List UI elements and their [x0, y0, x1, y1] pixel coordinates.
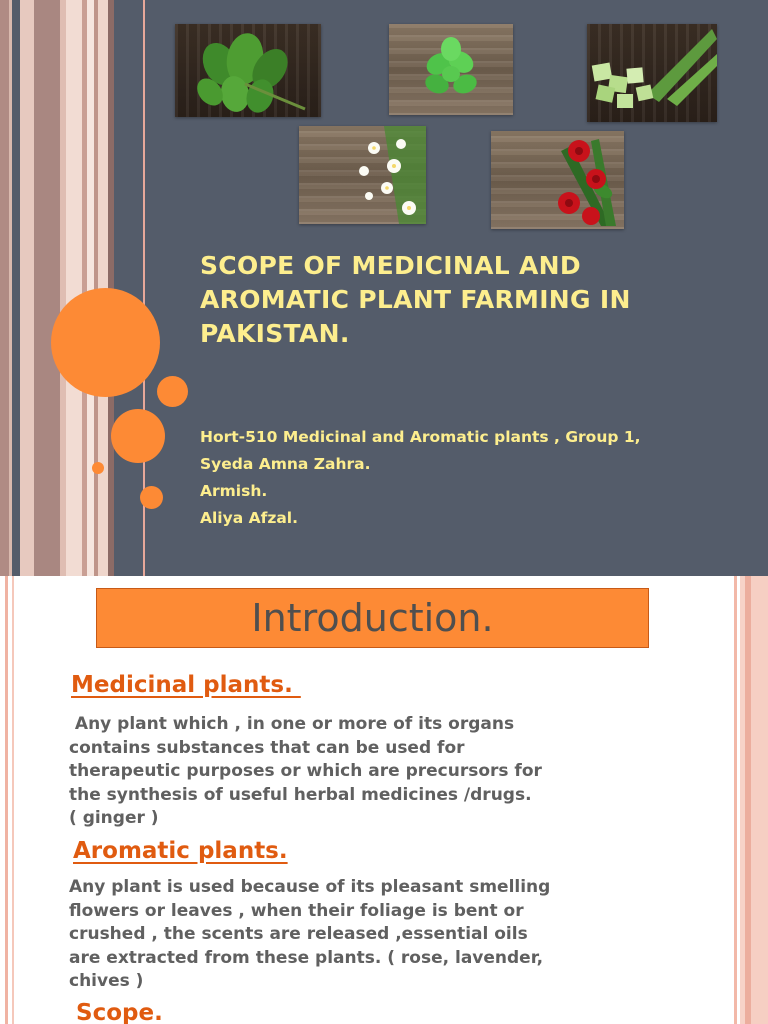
- jasmine-flowers-icon: [299, 126, 426, 224]
- aloe-vera-photo: [587, 24, 717, 122]
- presentation-title: [200, 249, 740, 351]
- presentation-subtitle: [200, 424, 760, 532]
- author-name: Aliya Afzal.: [200, 509, 299, 527]
- title-line: AROMATIC PLANT FARMING IN: [200, 285, 631, 314]
- author-name: Armish.: [200, 482, 268, 500]
- paragraph-line: are extracted from these plants. ( rose, lavender,: [69, 947, 544, 968]
- aromatic-plants-heading: Aromatic plants.: [73, 838, 288, 864]
- aloe-vera-icon: [587, 24, 717, 122]
- right-stripe: [734, 576, 737, 1024]
- rose-flowers-icon: [491, 131, 624, 229]
- paragraph-line: the synthesis of useful herbal medicines /drugs.: [69, 784, 532, 805]
- author-name: Syeda Amna Zahra.: [200, 455, 371, 473]
- left-stripe: [12, 576, 14, 1024]
- basil-photo: [175, 24, 321, 117]
- title-line: SCOPE OF MEDICINAL AND: [200, 251, 581, 280]
- large-orange-circle: [51, 288, 160, 397]
- mint-leaves-icon: [389, 24, 513, 115]
- aromatic-plants-definition: [69, 876, 550, 994]
- title-line: PAKISTAN.: [200, 319, 350, 348]
- course-line: Hort-510 Medicinal and Aromatic plants , Group 1,: [200, 428, 641, 446]
- basil-leaves-icon: [175, 24, 321, 117]
- introduction-slide: [0, 576, 768, 1024]
- paragraph-line: ( ginger ): [69, 808, 159, 828]
- paragraph-line: Any plant which , in one or more of its organs: [69, 714, 515, 734]
- paragraph-line: crushed , the scents are released ,essential oils: [69, 924, 528, 944]
- medium-orange-circle: [111, 409, 165, 463]
- medicinal-plants-definition: [69, 713, 542, 831]
- paragraph-line: Any plant is used because of its pleasant smelling: [69, 877, 551, 897]
- small-orange-circle-bottom: [140, 486, 163, 509]
- paragraph-line: therapeutic purposes or which are precursors for: [69, 761, 542, 781]
- rose-photo: [491, 131, 624, 229]
- scope-heading: Scope.: [76, 1000, 163, 1024]
- slide-title: Introduction.: [251, 596, 494, 640]
- jasmine-photo: [299, 126, 426, 224]
- small-orange-circle: [157, 376, 188, 407]
- paragraph-line: chives ): [69, 971, 144, 991]
- tiny-orange-circle: [92, 462, 104, 474]
- left-stripe: [5, 576, 8, 1024]
- paragraph-line: flowers or leaves , when their foliage is bent or: [69, 900, 524, 921]
- mint-photo: [389, 24, 513, 115]
- right-stripe: [751, 576, 768, 1024]
- medicinal-plants-heading: Medicinal plants.: [71, 672, 301, 698]
- introduction-title-box: [96, 588, 649, 648]
- left-decorative-stripes: [0, 0, 150, 576]
- paragraph-line: contains substances that can be used for: [69, 737, 465, 758]
